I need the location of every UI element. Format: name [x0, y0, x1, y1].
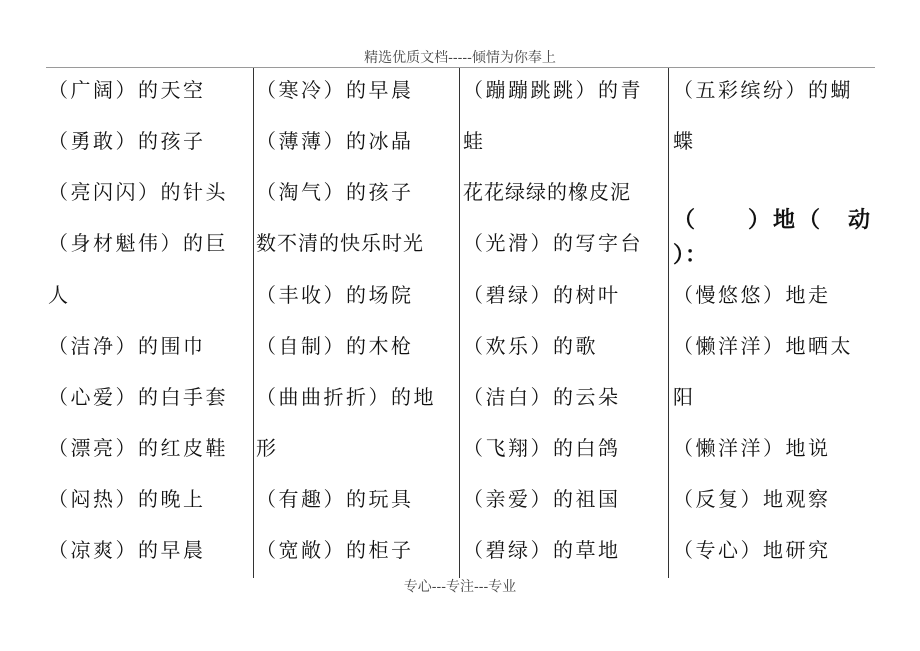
phrase-line: （薄薄）的冰晶	[256, 129, 414, 153]
phrase-line: 阳	[673, 385, 696, 409]
phrase-line: （凉爽）的早晨	[48, 538, 206, 562]
section-heading: ）：	[673, 243, 709, 268]
phrase-line: （广阔）的天空	[48, 78, 206, 102]
phrase-column-2	[256, 68, 458, 578]
phrase-line: （闷热）的晚上	[48, 487, 206, 511]
phrase-line: （身材魁伟）的巨	[48, 231, 228, 255]
phrase-line: （光滑）的写字台	[463, 231, 643, 255]
phrase-line: （专心）地研究	[673, 538, 831, 562]
column-divider	[459, 68, 460, 578]
section-heading: （ ）地（ 动	[673, 208, 874, 233]
phrase-line: 蝶	[673, 129, 696, 153]
column-divider	[253, 68, 254, 578]
phrase-line: （漂亮）的红皮鞋	[48, 436, 228, 460]
phrase-line: （慢悠悠）地走	[673, 283, 831, 307]
phrase-line: （寒冷）的早晨	[256, 78, 414, 102]
page-footer: 专心---专注---专业	[403, 579, 517, 595]
phrase-column-4	[673, 68, 878, 578]
phrase-line: （懒洋洋）地晒太	[673, 334, 853, 358]
phrase-line: （碧绿）的树叶	[463, 283, 621, 307]
phrase-line: 花花绿绿的橡皮泥	[463, 180, 631, 204]
phrase-line: （懒洋洋）地说	[673, 436, 831, 460]
phrase-line: （淘气）的孩子	[256, 180, 414, 204]
phrase-line: （五彩缤纷）的蝴	[673, 78, 853, 102]
phrase-line: 形	[256, 436, 279, 460]
phrase-line: 数不清的快乐时光	[256, 231, 424, 255]
phrase-line: （碧绿）的草地	[463, 538, 621, 562]
phrase-line: （亮闪闪）的针头	[48, 180, 228, 204]
column-divider	[668, 68, 669, 578]
phrase-line: 人	[48, 283, 71, 307]
phrase-line: 蛙	[463, 129, 486, 153]
phrase-line: （洁白）的云朵	[463, 385, 621, 409]
phrase-line: （心爱）的白手套	[48, 385, 228, 409]
phrase-line: （洁净）的围巾	[48, 334, 206, 358]
phrase-line: （亲爱）的祖国	[463, 487, 621, 511]
phrase-line: （曲曲折折）的地	[256, 385, 436, 409]
phrase-line: （丰收）的场院	[256, 283, 414, 307]
phrase-line: （自制）的木枪	[256, 334, 414, 358]
phrase-line: （有趣）的玩具	[256, 487, 414, 511]
phrase-line: （宽敞）的柜子	[256, 538, 414, 562]
phrase-line: （飞翔）的白鸽	[463, 436, 621, 460]
phrase-line: （欢乐）的歌	[463, 334, 598, 358]
phrase-column-1	[48, 68, 252, 578]
phrase-line: （蹦蹦跳跳）的青	[463, 78, 643, 102]
phrase-line: （勇敢）的孩子	[48, 129, 206, 153]
phrase-line: （反复）地观察	[673, 487, 831, 511]
page-header: 精选优质文档-----倾情为你奉上	[364, 50, 556, 66]
phrase-column-3	[463, 68, 667, 578]
